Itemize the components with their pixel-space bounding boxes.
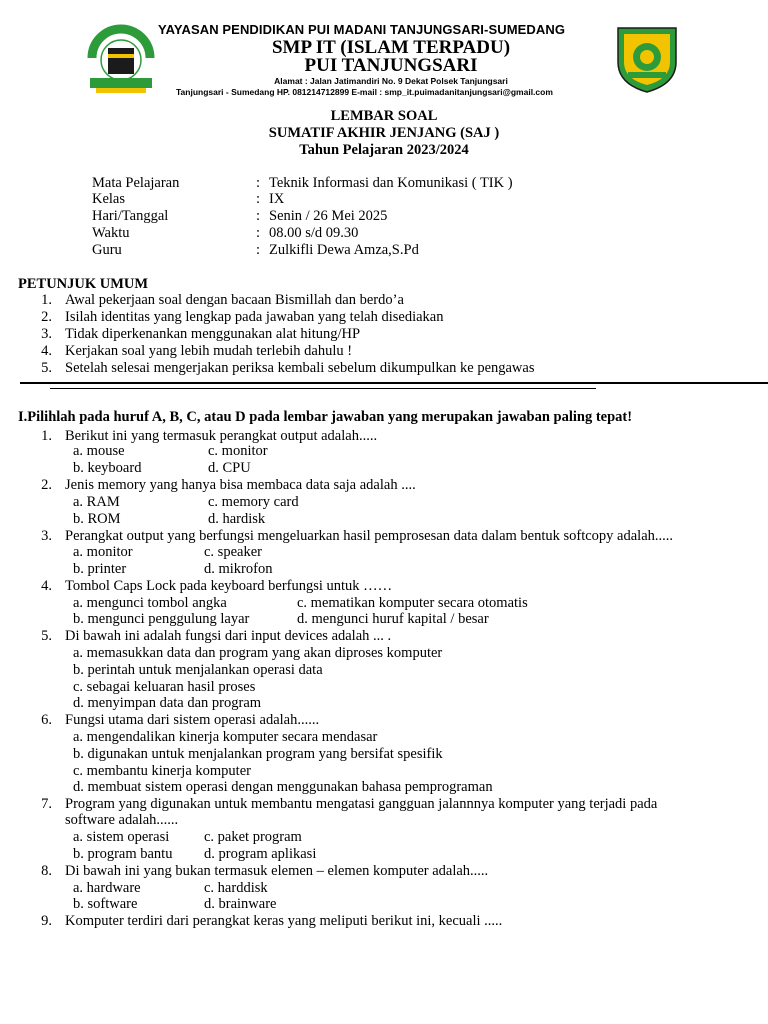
question-text: Berikut ini yang termasuk perangkat output adalah..... [65,428,378,444]
info-value: Zulkifli Dewa Amza,S.Pd [269,242,419,258]
info-colon: : [256,175,261,191]
option-b: b. program bantu [73,846,173,862]
info-value: 08.00 s/d 09.30 [269,225,359,241]
school-name-line1: SMP IT (ISLAM TERPADU) [271,37,511,58]
option-c: c. membantu kinerja komputer [73,763,251,779]
option-b: b. mengunci penggulung layar [73,611,250,627]
option-d: d. mikrofon [204,561,273,577]
list-item: Isilah identitas yang lengkap pada jawaban yang telah disediakan [65,309,444,325]
question-text: Fungsi utama dari sistem operasi adalah...... [65,712,320,728]
question-number: 6. [41,712,52,728]
info-value: IX [269,191,285,207]
option-c: c. sebagai keluaran hasil proses [73,679,256,695]
option-a: a. mengunci tombol angka [73,595,227,611]
option-a: a. sistem operasi [73,829,170,845]
option-c: c. harddisk [204,880,268,896]
right-logo [614,22,680,94]
info-colon: : [256,225,261,241]
question-number: 7. [41,796,52,812]
question-text: Komputer terdiri dari perangkat keras yang meliputi berikut ini, kecuali ..... [65,913,503,929]
question-text: Di bawah ini adalah fungsi dari input devices adalah ... . [65,628,392,644]
option-c: c. memory card [208,494,299,510]
list-item-number: 4. [41,343,52,359]
instructions-title: PETUNJUK UMUM [18,276,149,292]
title-line2: SUMATIF AKHIR JENJANG (SAJ ) [268,125,500,141]
option-d: d. program aplikasi [204,846,317,862]
option-d: d. menyimpan data dan program [73,695,262,711]
divider-rule [20,382,768,384]
info-colon: : [256,242,261,258]
option-d: d. CPU [208,460,251,476]
question-number: 1. [41,428,52,444]
question-number: 3. [41,528,52,544]
list-item: Kerjakan soal yang lebih mudah terlebih dahulu ! [65,343,353,359]
list-item-number: 1. [41,292,52,308]
option-d: d. membuat sistem operasi dengan menggunakan bahasa pemprograman [73,779,493,795]
option-c: c. paket program [204,829,302,845]
info-label: Guru [92,242,122,258]
question-number: 5. [41,628,52,644]
info-label: Hari/Tanggal [92,208,169,224]
question-text-continued: software adalah...... [65,812,179,828]
option-c: c. monitor [208,443,268,459]
option-c: c. mematikan komputer secara otomatis [297,595,528,611]
question-text: Program yang digunakan untuk membantu mengatasi gangguan jalannnya komputer yang terjadi pada [65,796,658,812]
section-title: I.Pilihlah pada huruf A, B, C, atau D pada lembar jawaban yang merupakan jawaban paling tepat! [18,409,633,425]
option-a: a. mouse [73,443,125,459]
question-text: Perangkat output yang berfungsi mengeluarkan hasil pemprosesan data dalam bentuk softcopy adalah..... [65,528,674,544]
info-label: Kelas [92,191,126,207]
question-text: Jenis memory yang hanya bisa membaca data saja adalah .... [65,477,416,493]
option-b: b. keyboard [73,460,142,476]
info-label: Mata Pelajaran [92,175,180,191]
question-number: 4. [41,578,52,594]
option-b: b. software [73,896,138,912]
option-a: a. hardware [73,880,141,896]
list-item: Setelah selesai mengerjakan periksa kembali sebelum dikumpulkan ke pengawas [65,360,535,376]
option-a: a. mengendalikan kinerja komputer secara mendasar [73,729,378,745]
divider-rule [50,388,596,389]
info-label: Waktu [92,225,130,241]
school-address: Alamat : Jalan Jatimandiri No. 9 Dekat Polsek Tanjungsari [274,76,508,86]
question-number: 2. [41,477,52,493]
info-colon: : [256,191,261,207]
list-item: Awal pekerjaan soal dengan bacaan Bismillah dan berdo’a [65,292,404,308]
question-number: 9. [41,913,52,929]
option-d: d. brainware [204,896,277,912]
option-b: b. printer [73,561,127,577]
option-b: b. perintah untuk menjalankan operasi data [73,662,323,678]
option-b: b. ROM [73,511,121,527]
option-d: d. hardisk [208,511,266,527]
school-name-line2: PUI TANJUNGSARI [304,55,478,76]
title-line1: LEMBAR SOAL [330,108,438,124]
list-item-number: 5. [41,360,52,376]
option-a: a. memasukkan data dan program yang akan diproses komputer [73,645,443,661]
info-value: Teknik Informasi dan Komunikasi ( TIK ) [269,175,513,191]
question-text: Di bawah ini yang bukan termasuk elemen – elemen komputer adalah..... [65,863,489,879]
info-colon: : [256,208,261,224]
option-b: b. digunakan untuk menjalankan program yang bersifat spesifik [73,746,443,762]
list-item-number: 3. [41,326,52,342]
question-number: 8. [41,863,52,879]
school-contact: Tanjungsari - Sumedang HP. 081214712899 E-mail : smp_it.puimadanitanjungsari@gmail.com [176,87,553,97]
question-text: Tombol Caps Lock pada keyboard berfungsi untuk …… [65,578,393,594]
info-value: Senin / 26 Mei 2025 [269,208,388,224]
option-a: a. RAM [73,494,120,510]
title-line3: Tahun Pelajaran 2023/2024 [299,142,469,158]
option-d: d. mengunci huruf kapital / besar [297,611,489,627]
list-item-number: 2. [41,309,52,325]
list-item: Tidak diperkenankan menggunakan alat hitung/HP [65,326,361,342]
foundation-name: YAYASAN PENDIDIKAN PUI MADANI TANJUNGSARI-SUMEDANG [158,22,566,37]
option-c: c. speaker [204,544,262,560]
option-a: a. monitor [73,544,133,560]
